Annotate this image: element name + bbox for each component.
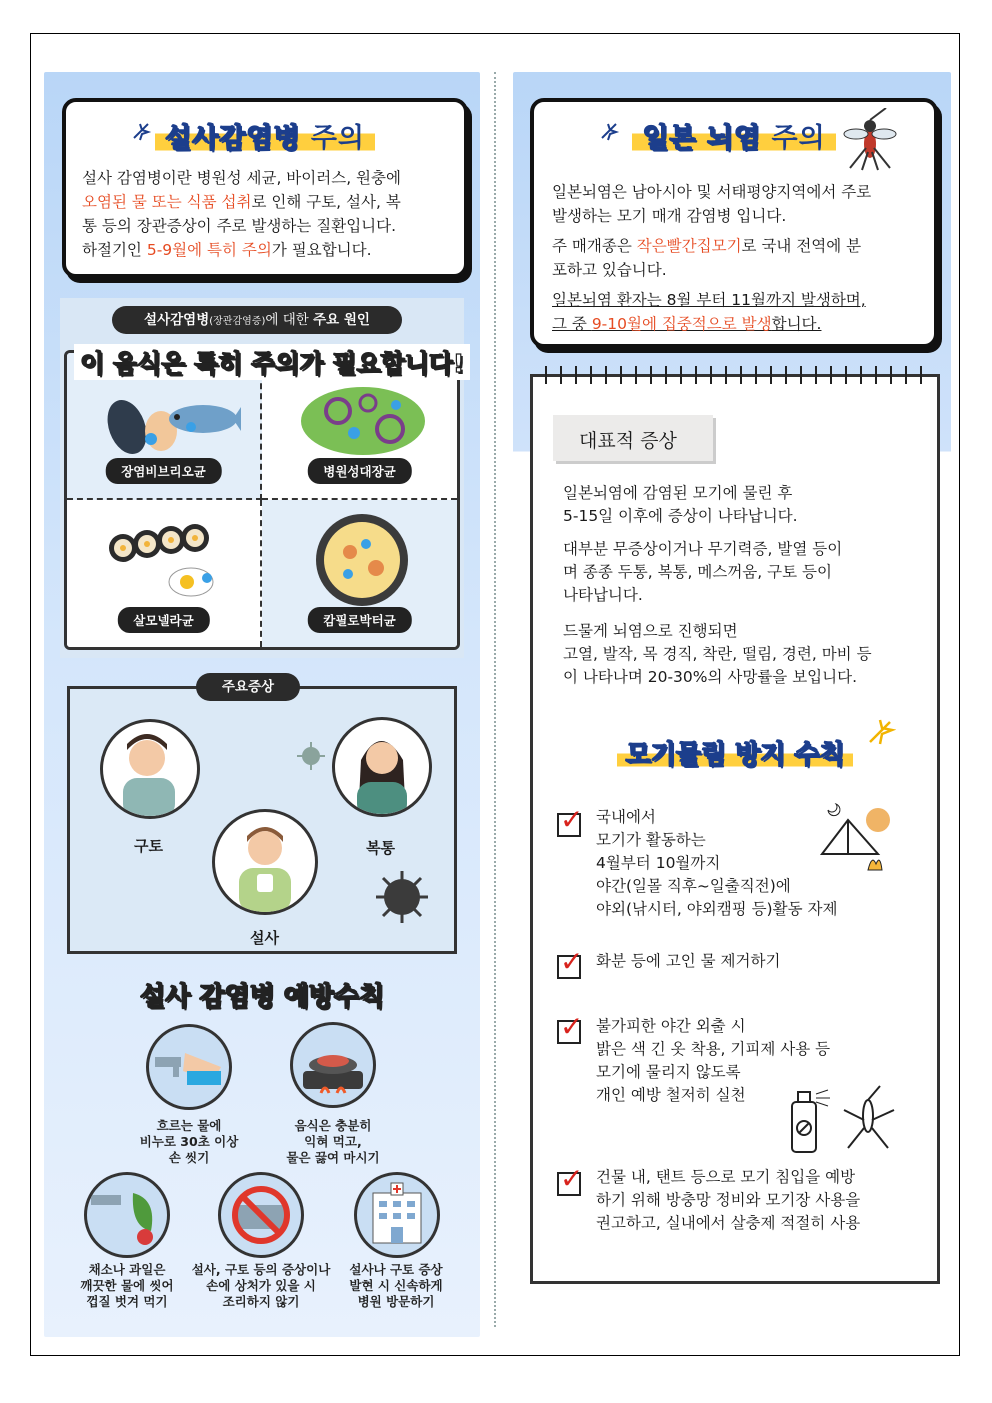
handwash-icon — [149, 1027, 229, 1107]
food-cell-soup — [262, 500, 457, 647]
checkbox-icon — [557, 813, 581, 837]
food-cell-kimbap — [67, 500, 262, 647]
prevention-caption: 음식은 충분히 익혀 먹고, 물은 끓여 마시기 — [286, 1118, 380, 1165]
food-label: 살모넬라균 — [117, 607, 209, 633]
symptoms-tag-label: 대표적 증상 — [579, 430, 677, 452]
diarrhea-prevention-title: 설사 감염병 예방수칙 — [139, 982, 385, 1012]
vomit-illustration — [100, 719, 200, 819]
no-cooking-illustration — [218, 1172, 304, 1258]
check-item: 건물 내, 탠트 등으로 모기 침입을 예방 하기 위해 방충망 정비와 모기장 사용을 권고하고, 실내에서 살충제 적절히 사용 — [596, 1168, 861, 1232]
food-label: 장염비브리오균 — [105, 458, 222, 484]
prevention-caption: 채소나 과일은 깨끗한 물에 씻어 껍질 벗겨 먹기 — [80, 1262, 174, 1309]
check-item: 화분 등에 고인 물 제거하기 — [596, 952, 781, 970]
hospital-illustration — [354, 1172, 440, 1258]
symptom-paragraph: 드물게 뇌염으로 진행되면 고열, 발작, 목 경직, 착란, 떨림, 경련, 마비 등 이 나타나며 20-30%의 사망률을 보입니다. — [563, 622, 872, 686]
vomit-person-icon — [103, 722, 197, 816]
check-item: 국내에서 모기가 활동하는 4월부터 10월까지 야간(일몰 직후~일출직전)에 야외(낚시터, 야외캠핑 등)활동 자제 — [596, 808, 838, 918]
no-cooking-icon — [221, 1175, 301, 1255]
sparkle-icon — [130, 120, 156, 142]
mosquito-icon — [840, 108, 900, 172]
title-main: 설사감염병 — [165, 123, 301, 154]
checkbox-icon — [557, 1020, 581, 1044]
symptom-paragraph: 대부분 무증상이거나 무기력증, 발열 등이 며 종종 두통, 복통, 메스꺼움, 구토 등이 나타납니다. — [563, 540, 843, 604]
title-main: 일본 뇌염 — [642, 123, 762, 154]
symptom-label: 설사 — [250, 929, 279, 947]
repellent-spray-icon — [784, 1080, 904, 1154]
kimbap-icon — [103, 520, 233, 600]
symptoms-pill: 주요증상 — [196, 673, 300, 701]
food-warning-banner: 이 음식은 특히 주의가 필요합니다! — [74, 344, 470, 380]
encephalitis-intro-text: 일본뇌염은 남아시아 및 서태평양지역에서 주로 발생하는 모기 매개 감염병 입니다. 주 매개종은 작은빨간집모기로 국내 전역에 분 포하고 있습니다. 일본뇌염 환자는 8월 부터 11월까지 발생하며, 그 중 9-10월에 집중적으로 발생합니다. — [552, 183, 872, 333]
symptom-label: 구토 — [134, 837, 163, 855]
diarrhea-intro-text: 설사 감염병이란 병원성 세균, 바이러스, 원충에 오염된 물 또는 식품 섭취로 인해 구토, 설사, 복 통 등의 장관증상이 주로 발생하는 질환입니다. 하절기인 5-9월에 특히 주의가 필요합니다. — [82, 169, 401, 259]
prevention-caption: 설사, 구토 등의 증상이나 손에 상처가 있을 시 조리하지 않기 — [191, 1262, 331, 1309]
symptom-label: 복통 — [366, 839, 395, 857]
sparkle-icon — [598, 120, 624, 142]
salad-icon — [298, 381, 428, 461]
prevention-caption: 흐르는 물에 비누로 30초 이상 손 씻기 — [139, 1118, 239, 1165]
checkbox-icon — [557, 1172, 581, 1196]
soup-icon — [314, 512, 410, 608]
stomachache-person-icon — [335, 720, 429, 814]
cooking-illustration — [290, 1022, 376, 1108]
notebook-rings — [530, 366, 940, 386]
column-divider — [494, 72, 496, 1327]
stomachache-illustration — [332, 717, 432, 817]
checkbox-icon — [557, 955, 581, 979]
food-label: 캄필로박터균 — [307, 607, 411, 633]
symptoms-box — [67, 686, 457, 954]
hospital-icon — [357, 1175, 437, 1255]
diarrhea-person-icon — [215, 812, 315, 912]
symptom-paragraph: 일본뇌염에 감염된 모기에 물린 후 5-15일 이후에 증상이 나타납니다. — [563, 484, 798, 525]
diarrhea-illustration — [212, 809, 318, 915]
mosquito-prevention-title: 모기물림 방지 수칙 — [530, 734, 940, 771]
diarrhea-intro-card — [62, 98, 468, 278]
diarrhea-title — [66, 116, 464, 155]
causes-pill: 설사감염병(장관감염증)에 대한 주요 원인 — [112, 306, 402, 334]
title-suffix: 주의 — [771, 123, 826, 154]
veggie-wash-illustration — [84, 1172, 170, 1258]
cooking-icon — [293, 1025, 373, 1105]
encephalitis-intro-card — [530, 98, 938, 348]
germ-icon — [296, 741, 326, 771]
tent-camping-icon — [818, 800, 902, 880]
seafood-icon — [91, 379, 241, 459]
food-grid — [64, 350, 460, 650]
food-label: 병원성대장균 — [307, 458, 411, 484]
handwash-illustration — [146, 1024, 232, 1110]
check-item: 불가피한 야간 외출 시 밝은 색 긴 옷 착용, 기피제 사용 등 모기에 물리지 않도록 개인 예방 철저히 실천 — [596, 1017, 831, 1104]
symptoms-tag — [553, 415, 713, 461]
veggie-icon — [87, 1175, 167, 1255]
sparkle-icon — [866, 716, 896, 746]
title-suffix: 주의 — [310, 123, 365, 154]
prevention-caption: 설사나 구토 증상 발현 시 신속하게 병원 방문하기 — [349, 1262, 443, 1309]
germ-icon — [374, 869, 430, 925]
